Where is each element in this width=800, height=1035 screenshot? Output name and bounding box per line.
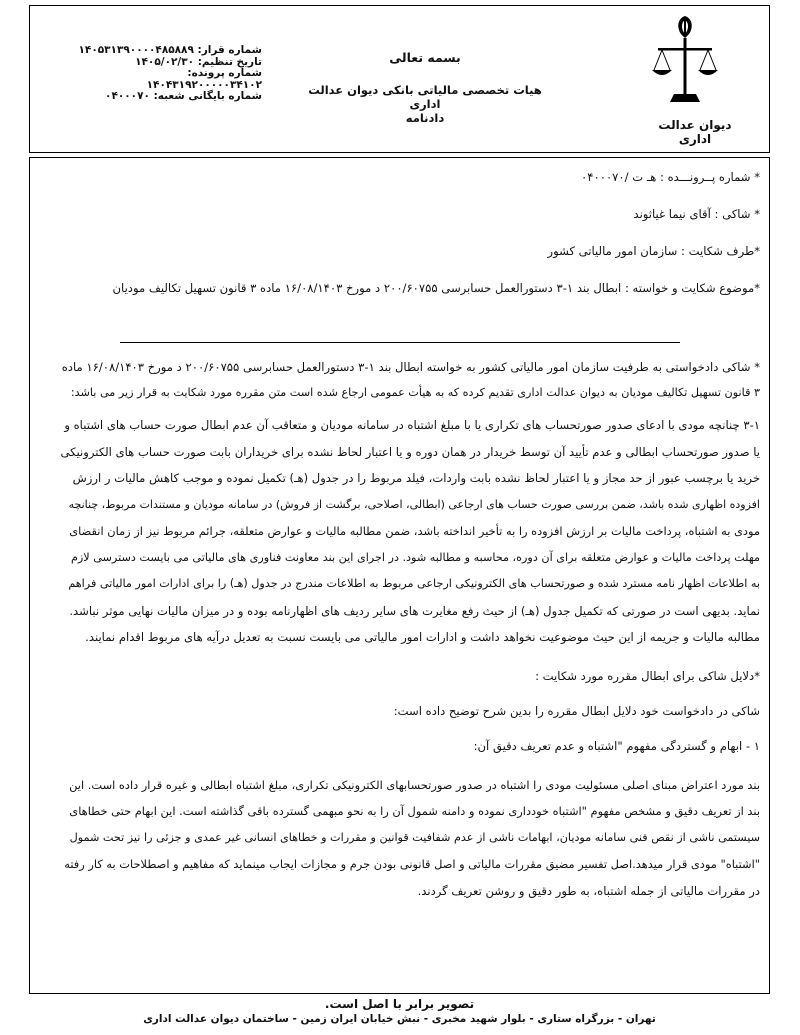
point-1-paragraph <box>60 772 760 905</box>
section-divider <box>120 342 680 343</box>
document-body <box>60 168 760 904</box>
point-1-heading: ۱ - ابهام و گستردگی مفهوم "اشتباه و عدم تعریف دقیق آن: <box>473 738 760 753</box>
intro-paragraph <box>60 354 760 406</box>
point-1-line: سیستمی ناشی از نقص فنی سامانه مودیان، ابهامات ناشی از عدم شفافیت قوانین و مقررات و خطاهای انسانی غیر عمدی و جزئی را نیز تحت شمول <box>69 830 760 844</box>
meta-case-number: شماره پرونده: ۱۴۰۴۳۱۹۲۰۰۰۰۰۳۴۱۰۲ <box>146 67 262 91</box>
clause-line: مهلت پرداخت مالیات و عوارض متعلقه برای آن دوره، محاسبه و مطالبه شود. در اجرای این بند معاونت فناوری های مالیاتی می بایست دسترسی لازم <box>70 550 760 564</box>
clause-line: به اطلاعات اظهار نامه مسترد شده و صورتحساب های الکترونیکی ارجاعی مربوط به اطلاعات مندرج در جدول (هـ) را برای ادارات امور مالیاتی فراهم <box>68 577 760 590</box>
case-subject: *موضوع شکایت و خواسته : ابطال بند ۱-۳ دستورالعمل حسابرسی ۲۰۰/۶۰۷۵۵ د مورخ ۱۶/۰۸/۱۴۰۳ ماده ۳ قانون تسهیل تکالیف مودیان <box>112 281 760 295</box>
reasons-heading: *دلایل شاکی برای ابطال مقرره مورد شکایت : <box>535 668 760 683</box>
document-type: دادنامه <box>405 111 445 125</box>
board-title: هیات تخصصی مالیاتی بانکی دیوان عدالت اداری <box>308 83 542 111</box>
point-1-line: "اشتباه" مودی قرار میدهد.اصل تفسیر مضیق مقررات مالیاتی و اصل قانونی بودن جرم و مجازات ایجاب مینماید که مفاهیم و اصطلاحات به کار رفته <box>64 857 760 871</box>
certified-copy-note: تصویر برابر با اصل است. <box>324 997 475 1011</box>
intro-line: * شاکی دادخواستی به طرفیت سازمان امور مالیاتی کشور به خواسته ابطال بند ۱-۳ دستورالعمل حسابرسی ۲۰۰/۶۰۷۵۵ د مورخ ۱۶/۰۸/۱۴۰۳ ماده <box>61 360 760 374</box>
clause-line: افزوده اظهاری شده باشد، ضمن بررسی صورت حساب های ارجاعی (ابطالی، اصلاحی، برگشت از فروش) در سامانه مودیان و مستندات مربوط، چنانچه <box>68 497 760 511</box>
case-plaintiff: * شاکی : آقای نیما غیاثوند <box>633 207 760 221</box>
emblem-scales-icon <box>650 12 720 112</box>
meta-archive-number: شماره بایگانی شعبه: ۰۴۰۰۰۷۰ <box>105 90 262 102</box>
intro-line: ۳ قانون تسهیل تکالیف مودیان به دیوان عدالت اداری تقدیم کرده که به هیأت عمومی ارجاع شده است متن مقرره مورد شکایت به قرار زیر می باشد: <box>70 386 760 399</box>
clause-paragraph <box>60 412 760 651</box>
point-1-line: بند از تعریف دقیق و مشخص مفهوم "اشتباه خودداری نموده و دامنه شمول آن را به نحو مبهمی گسترده باقی گذاشته است. این ابهام حتی خطاهای <box>69 804 760 818</box>
clause-line: یا صدور صورتحساب ابطالی و عدم تأیید آن توسط خریدار در همان دوره و یا اعتبار لحاظ نشده برای خریداران بابت صورت حساب های الکترونیکی <box>60 444 760 459</box>
reasons-intro: شاکی در دادخواست خود دلایل ابطال مقرره را بدین شرح توضیح داده است: <box>393 703 760 718</box>
court-name: دیوان عدالت اداری <box>658 118 732 146</box>
court-address: تهران - بزرگراه ستاری - بلوار شهید مخبری - نبش خیابان ایران زمین - ساختمان دیوان عدالت اداری <box>143 1013 656 1025</box>
clause-line: مطالبه مالیات و جریمه از این حیث موضوعیت نخواهد داشت و ادارات امور مالیاتی می بایست نسبت به تعدیل درآیه های مربوط اقدام نمایند. <box>85 630 760 644</box>
clause-line: مودی به اشتباه، پرداخت مالیات بر ارزش افزوده را به تأخیر انداخته باشد، ضمن مطالبه مالیات و عوارض متعلقه، جرائم مربوط نیز از زمان انقضای <box>69 524 760 538</box>
meta-date: تاریخ تنظیم: ۱۴۰۵/۰۲/۳۰ <box>135 55 262 68</box>
clause-line: ۳-۱ چنانچه مودی با ادعای صدور صورتحساب های تکراری یا با مبلغ اشتباه در سامانه مودیان و متعاقب آن عدم ابطال صورت حساب های اشتباه و <box>64 418 760 432</box>
case-file-number: * شماره پــرونـــده : هـ ت /۰۴۰۰۰۷۰ <box>581 170 760 184</box>
clause-line: خرید یا برچسب عبور از حد مجاز و یا اعتبار لحاظ نشده بابت واردات، فیلد مربوط را در جدول (هـ) تکمیل نموده و موجب کاهش مالیات ر ارزش <box>72 471 760 485</box>
footer <box>29 997 770 1026</box>
document-meta <box>72 45 262 103</box>
clause-line: نماید. بدیهی است در صورتی که تکمیل جدول (هـ) از حیث رفع مغایرت های سایر ردیف های اظهارنامه بوده و در میزان مالیات نهایی موثر نباشد. <box>69 603 760 618</box>
point-1-line: در مقررات مالیاتی از جمله اشتباه، به طور دقیق و روشن تعریف گردند. <box>417 883 760 898</box>
meta-order-number: شماره قرار: ۱۴۰۵۳۱۳۹۰۰۰۰۴۸۵۸۸۹ <box>78 44 262 56</box>
bismillah: بسمه تعالی <box>389 50 461 65</box>
case-defendant: *طرف شکایت : سازمان امور مالیاتی کشور <box>547 244 760 258</box>
point-1-line: بند مورد اعتراض مبنای اصلی مسئولیت مودی را اشتباه در صدور صورتحسابهای الکترونیکی تکراری، مبلغ اشتباه ابطالی و غیره قرار داده است. این <box>69 777 760 792</box>
header-center <box>300 50 550 125</box>
